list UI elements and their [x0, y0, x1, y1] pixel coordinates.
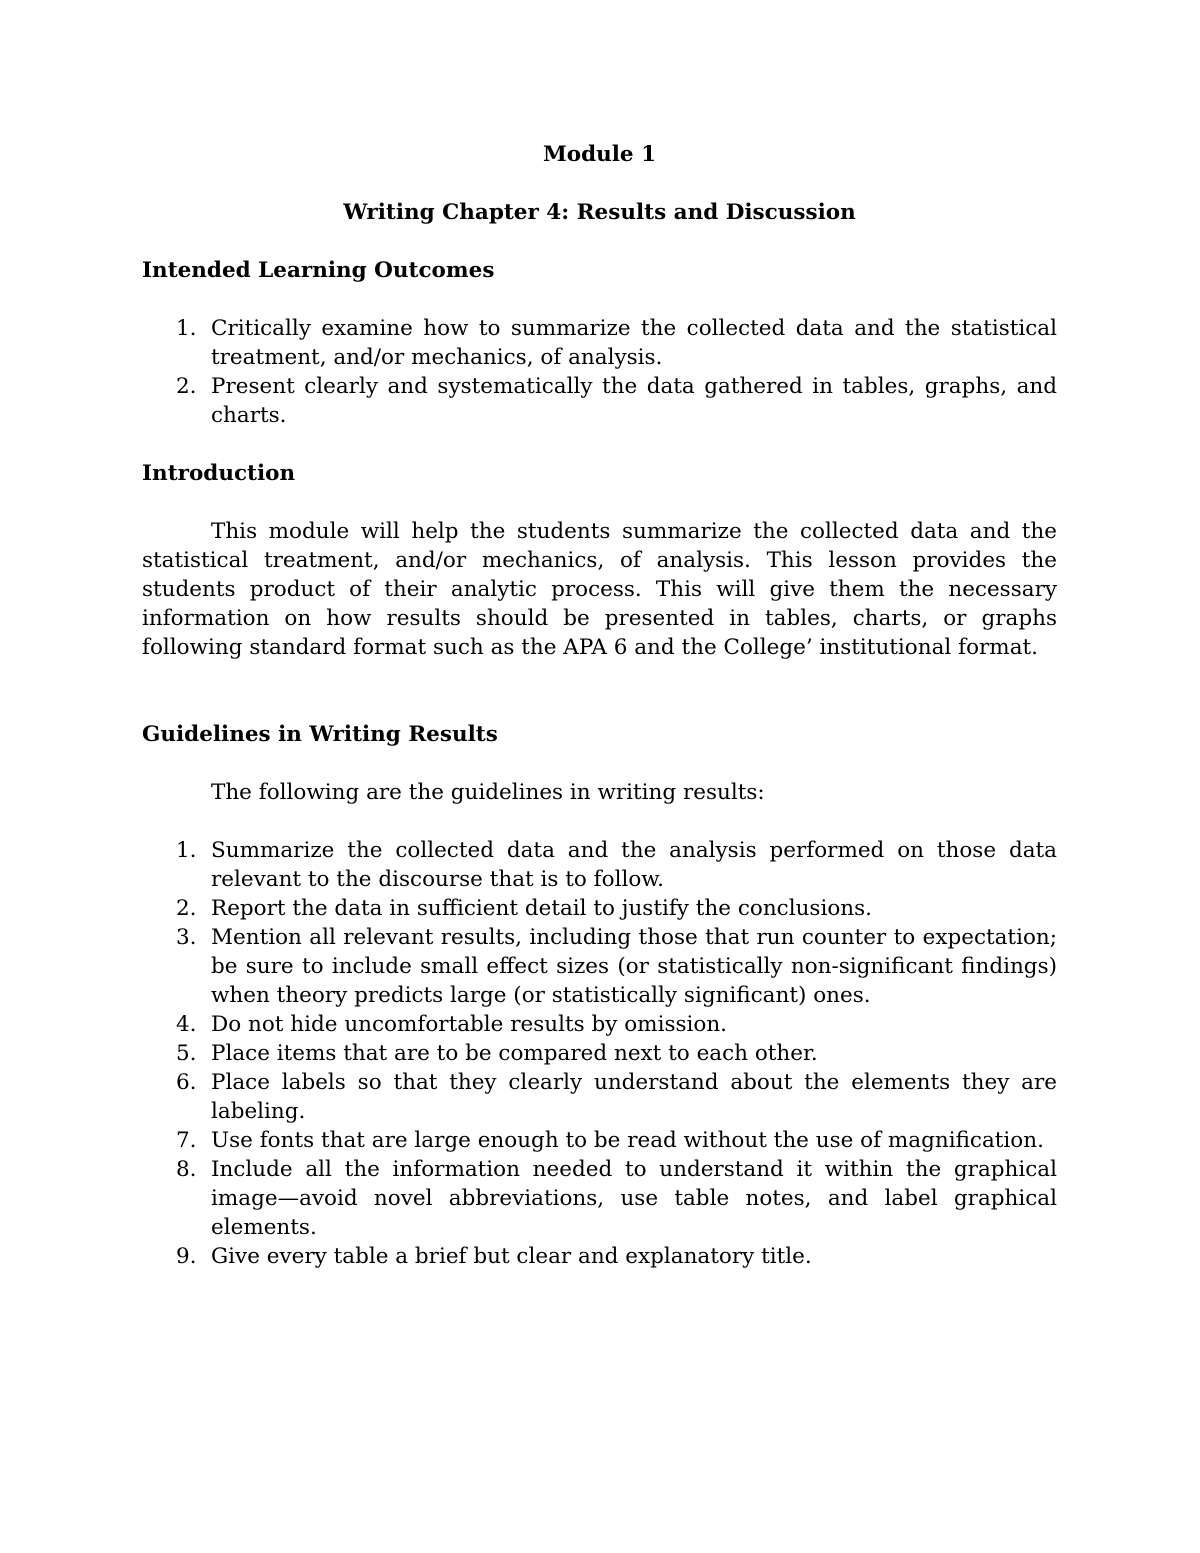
spacer [142, 807, 1057, 836]
outcomes-heading: Intended Learning Outcomes [142, 258, 495, 283]
list-item-text: Mention all relevant results, including those that run counter to expectation; be sure to include small effect sizes (or statistically non-significant findings) when theory predicts large (or statistically significant) ones. [211, 925, 1057, 1008]
list-item-number: 7. [176, 1128, 197, 1153]
document-body [142, 140, 1057, 1271]
list-item [142, 1126, 1057, 1155]
spacer [142, 285, 1057, 314]
list-item [142, 923, 1057, 1010]
list-item-number: 1. [176, 316, 197, 341]
list-item [142, 836, 1057, 894]
list-item-number: 4. [176, 1012, 197, 1037]
introduction-paragraph: This module will help the students summarize the collected data and the statistical treatment, and/or mechanics, of analysis. This lesson provides the students product of their analytic process. This will give them the necessary information on how results should be presented in tables, charts, or graphs following standard format such as the APA 6 and the College’ institutional format. [142, 519, 1057, 660]
spacer [142, 749, 1057, 778]
list-item-text: Place items that are to be compared next to each other. [211, 1041, 818, 1066]
list-item-text: Present clearly and systematically the data gathered in tables, graphs, and charts. [211, 374, 1057, 428]
list-item-number: 6. [176, 1070, 197, 1095]
list-item-text: Summarize the collected data and the analysis performed on those data relevant to the discourse that is to follow. [211, 838, 1057, 892]
guidelines-lead-in: The following are the guidelines in writing results: [211, 780, 765, 805]
spacer [142, 430, 1057, 459]
list-item-text: Use fonts that are large enough to be read without the use of magnification. [211, 1128, 1044, 1153]
list-item [142, 1010, 1057, 1039]
list-item-number: 1. [176, 838, 197, 863]
list-item [142, 1068, 1057, 1126]
list-item-text: Critically examine how to summarize the collected data and the statistical treatment, and/or mechanics, of analysis. [211, 316, 1057, 370]
list-item-number: 5. [176, 1041, 197, 1066]
document-title: Module 1 [542, 142, 657, 167]
list-item-number: 2. [176, 374, 197, 399]
list-item-text: Do not hide uncomfortable results by omission. [211, 1012, 728, 1037]
list-item [142, 894, 1057, 923]
spacer [142, 488, 1057, 517]
list-item-number: 8. [176, 1157, 197, 1182]
guidelines-list [142, 836, 1057, 1271]
guidelines-heading: Guidelines in Writing Results [142, 722, 498, 747]
list-item-text: Give every table a brief but clear and explanatory title. [211, 1244, 812, 1269]
spacer [142, 662, 1057, 720]
list-item-number: 9. [176, 1244, 197, 1269]
list-item-text: Report the data in sufficient detail to justify the conclusions. [211, 896, 872, 921]
document-subtitle: Writing Chapter 4: Results and Discussion [343, 200, 856, 225]
list-item [142, 372, 1057, 430]
outcomes-list [142, 314, 1057, 430]
list-item [142, 314, 1057, 372]
introduction-heading: Introduction [142, 461, 296, 486]
list-item-number: 2. [176, 896, 197, 921]
list-item-text: Include all the information needed to understand it within the graphical image—avoid novel abbreviations, use table notes, and label graphical elements. [211, 1157, 1057, 1240]
list-item [142, 1242, 1057, 1271]
list-item-number: 3. [176, 925, 197, 950]
list-item [142, 1155, 1057, 1242]
list-item-text: Place labels so that they clearly understand about the elements they are labeling. [211, 1070, 1057, 1124]
list-item [142, 1039, 1057, 1068]
